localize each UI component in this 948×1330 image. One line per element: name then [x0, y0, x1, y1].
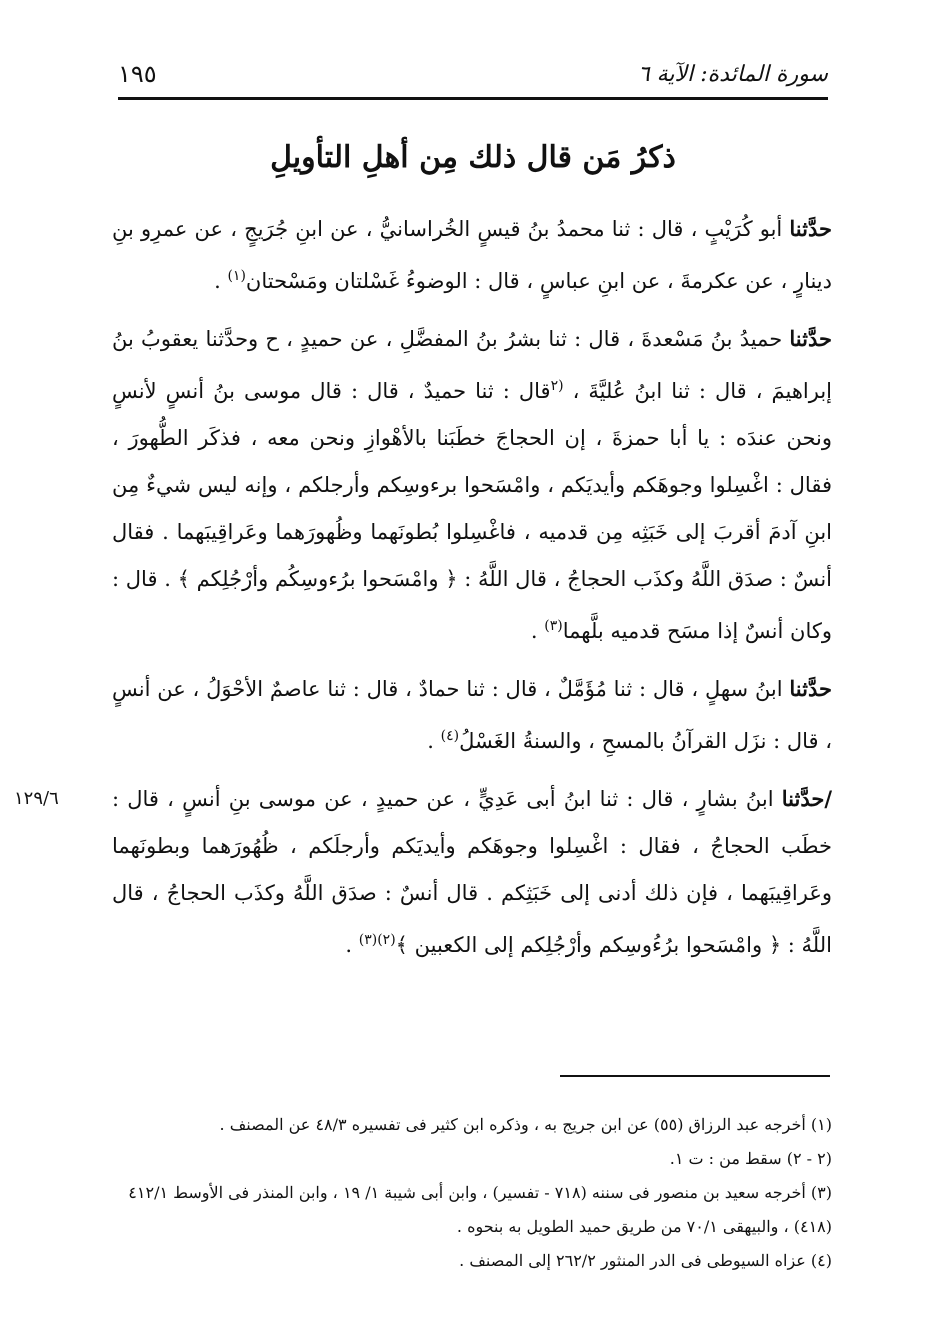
footnote-marker: (١) [227, 268, 246, 284]
paragraph-text: أبو كُرَيْبٍ ، قال : ثنا محمدُ بنُ قيسٍ الخُراسانيُّ ، عن ابنِ جُرَيجٍ ، عن عمرِو بنِ دينارٍ ، عن عكرمةَ ، عن ابنِ عباسٍ ، قال : الوضوءُ غَسْلتان ومَسْحتان [112, 217, 832, 293]
paragraph-text: حميدُ بنُ مَسْعدةَ ، قال : ثنا بشرُ بنُ المفضَّلِ ، عن حميدٍ ، ح وحدَّثنا يعقوبُ بنُ إبراهيمَ ، قال : ثنا ابنُ عُليَّةَ ، [112, 327, 832, 403]
footnote-marker: (٢ [550, 378, 564, 394]
paragraph-lead: /حدَّثنا [781, 786, 832, 811]
paragraph-lead: حدَّثنا [789, 326, 832, 351]
footnote-marker: (٣) [544, 618, 563, 634]
section-title: ذكرُ مَن قال ذلك مِن أهلِ التأويلِ [270, 140, 676, 175]
paragraph-4 [14, 775, 832, 969]
page-number: ١٩٥ [118, 60, 157, 88]
footnote-rule [560, 1075, 830, 1077]
paragraph-1 [112, 205, 832, 305]
main-text [14, 205, 832, 979]
footnote-2: (٢ - ٢) سقط من : ت ١. [669, 1149, 832, 1168]
footnote-marker: (٤) [440, 728, 460, 744]
paragraph-text-cont: قال : ثنا حميدٌ ، قال : قال موسى بنُ أنسٍ لأنسٍ ونحن عندَه : يا أبا حمزةَ ، إن الحجاجَ خطَبَنا بالأهْوازِ ونحن معه ، فذكَر الطُّهورَ ، فقال : اغْسِلوا وجوهَكم وأيديَكم ، وامْسَحوا برءوسِكم وأرجلكم ، وإنه ليس شيءٌ مِن ابنِ آدمَ أقربَ إلى خَبَثِه مِن قدميه ، فاغْسِلوا بُطونَهما وظُهورَهما وعَراقِيبَهما . فقال أنسٌ : صدَق اللَّهُ وكذَب الحجاجُ ، قال اللَّهُ : ﴿ وامْسَحوا برُءوسِكُم وأرْجُلِكم ﴾ . قال : وكان أنسٌ إذا مسَح قدميه بلَّهما [112, 379, 832, 643]
paragraph-text: ابنُ بشارٍ ، قال : ثنا ابنُ أبى عَدِيٍّ ، عن حميدٍ ، عن موسى بنِ أنسٍ ، قال : خطَب الحجاجُ ، فقال : اغْسِلوا وجوهَكم وأيديَكم وأرجلَكم ، ظُهُورَهما وبطونَهما وعَراقِيبَهما ، فإن ذلك أدنى إلى خَبَثِكم . قال أنسٌ : صدَق اللَّهُ وكذَب الحجاجُ ، قال اللَّهُ : ﴿ وامْسَحوا برُءُوسِكم وأرْجُلِكم إلى الكعبين ﴾ [112, 787, 832, 957]
paragraph-lead: حدَّثنا [789, 676, 832, 701]
header-rule [118, 97, 828, 100]
running-title: سورة المائدة: الآية ٦ [637, 61, 828, 87]
footnote-4: (٤) عزاه السيوطى فى الدر المنثور ٢٦٢/٢ إلى المصنف . [459, 1251, 832, 1270]
paragraph-lead: حدَّثنا [789, 216, 832, 241]
page-header [118, 52, 828, 96]
paragraph-3 [112, 665, 832, 765]
paragraph-tail: . [427, 729, 441, 753]
paragraph-tail: . [530, 619, 545, 643]
paragraph-tail: . [214, 269, 228, 293]
margin-reference: ١٢٩/٦ [14, 788, 59, 809]
paragraph-2 [112, 315, 832, 655]
footnote-3-continued: (٤١٨) ، والبيهقى ٧٠/١ من طريق حميد الطويل به بنحوه . [456, 1217, 832, 1236]
footnote-1: (١) أخرجه عبد الرزاق (٥٥) عن ابن جريج به ، وذكره ابن كثير فى تفسيره ٤٨/٣ عن المصنف . [219, 1115, 832, 1134]
paragraph-tail: . [345, 933, 359, 957]
footnotes [118, 1108, 832, 1278]
footnote-marker: (٢)(٣) [358, 932, 396, 948]
footnote-3: (٣) أخرجه سعيد بن منصور فى سننه (٧١٨ - تفسير) ، وابن أبى شيبة ١/ ١٩ ، وابن المنذر فى الأوسط ٤١٢/١ [128, 1183, 832, 1202]
paragraph-text: ابنُ سهلٍ ، قال : ثنا مُؤَمَّلٌ ، قال : ثنا حمادٌ ، قال : ثنا عاصمٌ الأحْوَلُ ، عن أنسٍ ، قال : نزَل القرآنُ بالمسحِ ، والسنةُ الغَسْلُ [112, 677, 832, 753]
